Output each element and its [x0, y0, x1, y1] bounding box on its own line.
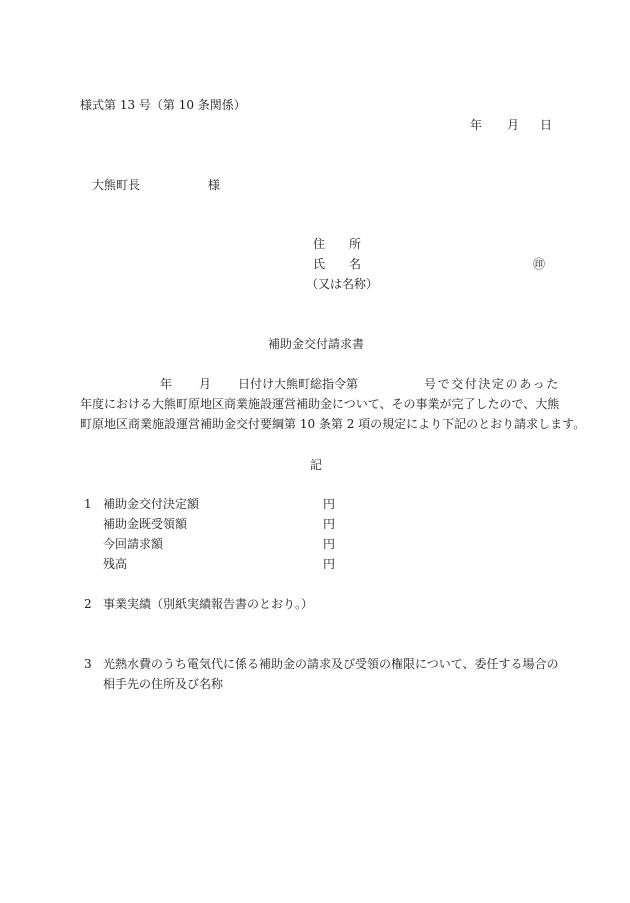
- ki-heading: 記: [310, 458, 323, 472]
- amount-row-label: 残高: [103, 557, 128, 571]
- section-3-line1: 光熱水費のうち電気代に係る補助金の請求及び受領の権限について、委任する場合の: [103, 657, 559, 671]
- form-number: 様式第 13 号（第 10 条関係）: [80, 98, 246, 112]
- date-month-label: 月: [507, 118, 520, 132]
- body-line2: 年度における大熊町原地区商業施設運営補助金について、その事業が完了したので、大熊: [80, 397, 560, 411]
- section-3-number: 3: [84, 657, 92, 671]
- addressee-name: 大熊町長: [92, 178, 141, 192]
- date-year-label: 年: [470, 118, 483, 132]
- section-2-text: 事業実績（別紙実績報告書のとおり。）: [103, 597, 314, 611]
- amount-row-label: 補助金既受領額: [103, 517, 188, 531]
- body-month: 月: [199, 377, 212, 391]
- section-3-line2: 相手先の住所及び名称: [103, 677, 224, 691]
- amount-row-unit: 円: [323, 537, 336, 551]
- section-1-number: 1: [84, 497, 92, 511]
- body-year: 年: [160, 377, 173, 391]
- document-title: 補助金交付請求書: [268, 337, 365, 351]
- body-line3: 町原地区商業施設運営補助金交付要綱第 10 条第 2 項の規定により下記のとおり請求します。: [80, 417, 586, 431]
- amount-row-unit: 円: [323, 557, 336, 571]
- amount-row-label: 今回請求額: [103, 537, 164, 551]
- amount-row-label: 補助金交付決定額: [103, 497, 200, 511]
- alt-name-label: （又は名称）: [306, 277, 379, 291]
- body-line1-text: 日付け大熊町総指令第: [238, 377, 359, 391]
- addressee-honorific: 様: [208, 178, 221, 192]
- amount-row-unit: 円: [323, 497, 336, 511]
- seal-icon: ㊞: [533, 257, 546, 271]
- body-line1-tail: 号で交付決定のあった: [424, 377, 560, 391]
- section-2-number: 2: [84, 597, 92, 611]
- name-label: 氏 名: [313, 257, 362, 271]
- address-label: 住 所: [313, 237, 362, 251]
- date-day-label: 日: [540, 118, 553, 132]
- amount-row-unit: 円: [323, 517, 336, 531]
